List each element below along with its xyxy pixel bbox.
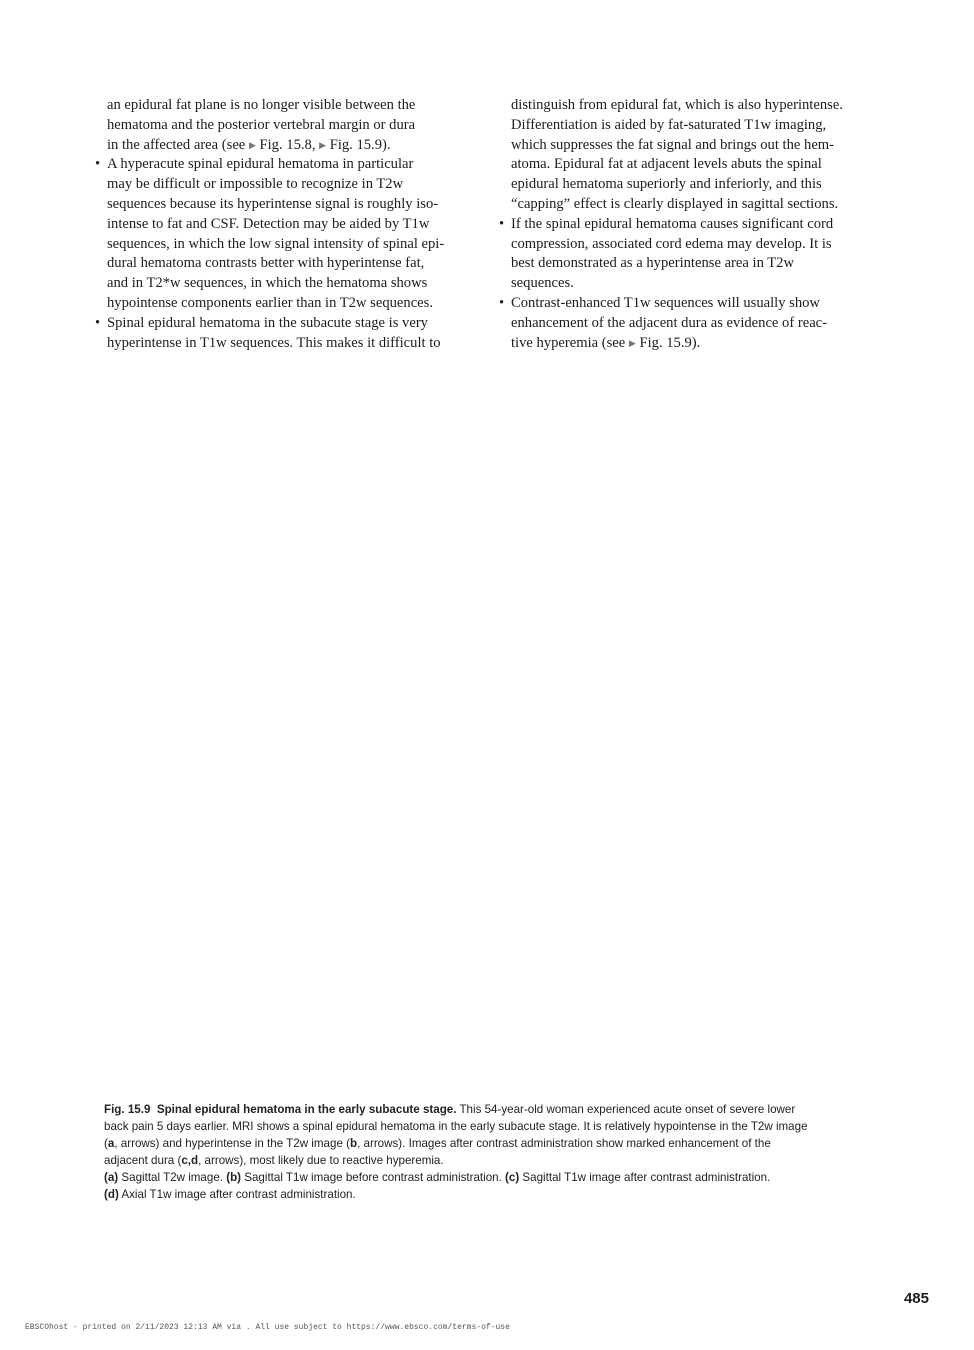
panel-ref: a [107,1137,115,1150]
reference-arrow-icon: ▶ [319,139,327,150]
text-fragment: in the affected area (see [107,136,249,153]
caption-text: Axial T1w image after contrast administration. [118,1188,356,1201]
bullet-icon: • [499,215,505,232]
print-footer: EBSCOhost - printed on 2/11/2023 12:13 AM via . All use subject to https://www.ebsco.com/terms-of-use [25,1323,510,1332]
figure-reference-link[interactable]: Fig. 15.9). [639,334,701,351]
left-column [95,96,483,353]
text-line: may be difficult or impossible to recognize in T2w [107,176,404,193]
caption-text: Sagittal T1w image before contrast administration. [241,1171,506,1184]
figure-reference-link[interactable]: Fig. 15.8, [259,136,320,153]
text-line: intense to fat and CSF. Detection may be aided by T1w [107,215,430,232]
text-line: and in T2*w sequences, in which the hematoma shows [107,275,428,292]
page-number: 485 [903,1290,929,1307]
text-line: which suppresses the fat signal and brings out the hem- [511,136,835,153]
reference-arrow-icon: ▶ [248,139,256,150]
bullet-icon: • [499,294,505,311]
caption-text: Sagittal T1w image after contrast administration. [519,1171,771,1184]
text-line: If the spinal epidural hematoma causes significant cord [511,215,834,232]
caption-text: , arrows) and hyperintense in the T2w image ( [114,1137,350,1150]
text-line: enhancement of the adjacent dura as evidence of reac- [511,314,828,331]
panel-ref: c,d [181,1154,199,1167]
text-line: hyperintense in T1w sequences. This makes it difficult to [107,334,441,351]
caption-text: ( [104,1137,108,1150]
caption-text: , arrows), most likely due to reactive hyperemia. [198,1154,444,1167]
text-line: hematoma and the posterior vertebral margin or dura [107,116,416,133]
text-line: Spinal epidural hematoma in the subacute stage is very [107,314,428,331]
bullet-item-hyperacute [95,155,483,313]
text-line: Contrast-enhanced T1w sequences will usually show [511,294,820,311]
reference-arrow-icon: ▶ [628,337,636,348]
text-line-with-ref [511,334,889,354]
caption-text: Sagittal T2w image. [118,1171,227,1184]
caption-line [104,1152,884,1169]
figure-reference-link[interactable]: Fig. 15.9). [329,136,391,153]
text-line: A hyperacute spinal epidural hematoma in particular [107,156,414,173]
caption-line [104,1169,884,1186]
caption-line: back pain 5 days earlier. MRI shows a spinal epidural hematoma in the early subacute stage. It is relatively hypointense in the T2w image [104,1120,808,1133]
left-continuation-paragraph [95,96,483,155]
text-line: atoma. Epidural fat at adjacent levels abuts the spinal [511,156,822,173]
text-fragment: tive hyperemia (see [511,334,629,351]
bullet-item-contrast-enhanced [499,294,889,353]
text-line: sequences. [511,275,574,292]
figure-title: Spinal epidural hematoma in the early subacute stage. [156,1103,457,1116]
text-line: best demonstrated as a hyperintense area in T2w [511,255,794,272]
bullet-icon: • [95,156,101,173]
right-column [499,96,889,353]
bullet-icon: • [95,314,101,331]
caption-text: This 54-year-old woman experienced acute onset of severe lower [456,1103,796,1116]
caption-line [104,1135,884,1152]
panel-label: (a) [104,1171,119,1184]
panel-label: (b) [226,1171,242,1184]
text-line: distinguish from epidural fat, which is also hyperintense. [511,97,843,113]
text-line: sequences because its hyperintense signal is roughly iso- [107,195,439,212]
text-line-with-refs [107,136,483,156]
bullet-item-cord-edema [499,215,889,294]
caption-line [104,1186,884,1203]
caption-text: , arrows). Images after contrast administration show marked enhancement of the [357,1137,771,1150]
figure-label: Fig. 15.9 [104,1103,151,1116]
figure-caption [104,1101,884,1203]
panel-ref: b [349,1137,358,1150]
text-line: an epidural fat plane is no longer visible between the [107,97,416,113]
text-line: epidural hematoma superiorly and inferiorly, and this [511,176,822,193]
text-line: dural hematoma contrasts better with hyperintense fat, [107,255,425,272]
caption-line [104,1101,884,1118]
panel-label: (c) [505,1171,520,1184]
text-line: Differentiation is aided by fat-saturated T1w imaging, [511,116,827,133]
caption-text: adjacent dura ( [104,1154,182,1167]
text-line: compression, associated cord edema may develop. It is [511,235,832,252]
text-line: sequences, in which the low signal intensity of spinal epi- [107,235,445,252]
text-line: hypointense components earlier than in T2w sequences. [107,294,433,311]
text-line: “capping” effect is clearly displayed in sagittal sections. [511,195,839,212]
bullet-item-subacute [95,314,483,354]
panel-label: (d) [104,1188,119,1201]
right-continuation-paragraph [499,96,889,215]
